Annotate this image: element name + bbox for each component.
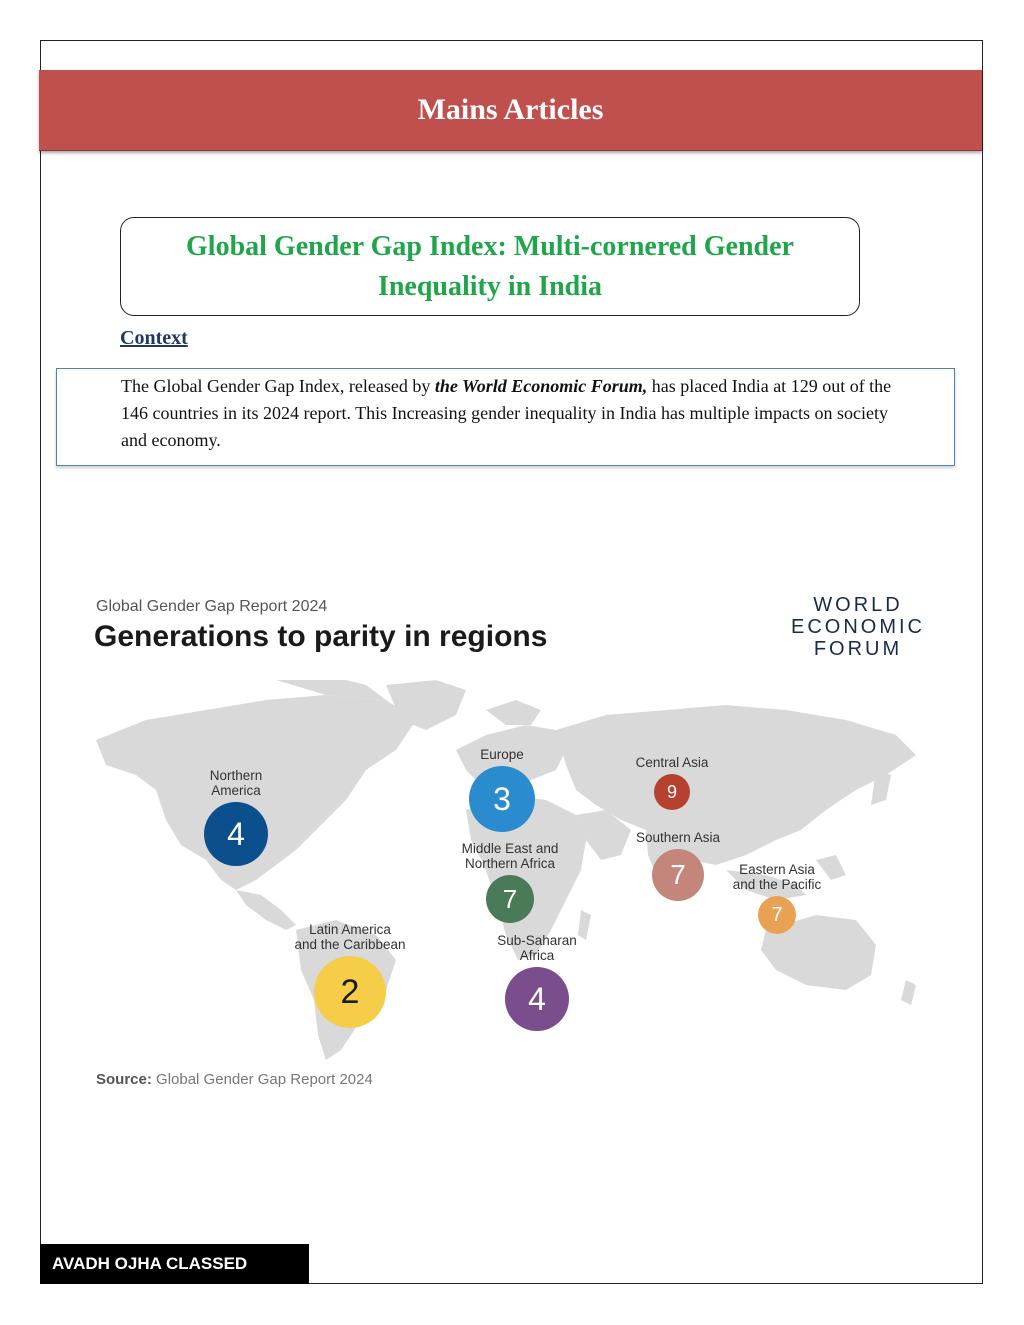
region-label: Europe [480, 747, 524, 762]
article-title-box [120, 217, 860, 316]
region-value-bubble: 7 [486, 875, 534, 923]
infographic-title: Generations to parity in regions [94, 620, 548, 653]
region-label: Southern Asia [635, 830, 721, 845]
article-title: Global Gender Gap Index: Multi-cornered Gender Inequality in India [186, 230, 794, 302]
region-label: Northern America [209, 768, 263, 798]
region-central-asia [622, 755, 722, 810]
region-label: Sub-Saharan Africa [497, 933, 577, 963]
infographic-subtitle: Global Gender Gap Report 2024 [96, 598, 328, 615]
infographic-source [96, 1071, 373, 1088]
region-eastern-asia-pacific [722, 862, 832, 934]
region-latin-america-caribbean [284, 922, 416, 1028]
region-value-bubble: 7 [758, 896, 796, 934]
context-paragraph [121, 373, 914, 454]
region-label: Middle East and Northern Africa [461, 841, 559, 871]
footer-badge-text: AVADH OJHA CLASSED [52, 1254, 248, 1273]
region-value-bubble: 4 [505, 967, 569, 1031]
context-box [56, 368, 955, 466]
region-value-bubble: 9 [654, 774, 690, 810]
region-middle-east-northern-africa [440, 841, 580, 923]
region-value-bubble: 2 [314, 956, 386, 1028]
region-value-bubble: 4 [204, 802, 268, 866]
banner-title: Mains Articles [417, 93, 604, 126]
wef-logo [778, 594, 938, 660]
infographic [56, 560, 968, 1100]
header-banner [39, 70, 982, 151]
region-label: Central Asia [635, 755, 709, 770]
region-label: Eastern Asia and the Pacific [732, 862, 822, 892]
context-emphasis: the World Economic Forum, [434, 376, 648, 396]
region-value-bubble: 7 [652, 849, 704, 901]
region-label: Latin America and the Caribbean [294, 922, 406, 952]
logo-line: WORLD [813, 594, 903, 616]
region-europe [452, 747, 552, 832]
region-value-bubble: 3 [469, 766, 535, 832]
region-southern-asia [620, 830, 736, 901]
source-text: Global Gender Gap Report 2024 [151, 1071, 373, 1088]
logo-line: ECONOMIC [791, 616, 925, 638]
footer-badge [40, 1244, 309, 1284]
context-heading: Context [120, 327, 188, 349]
context-text-part1: The Global Gender Gap Index, released by [121, 376, 435, 396]
region-sub-saharan-africa [482, 933, 592, 1031]
logo-line: FORUM [813, 638, 903, 660]
context-text-part2: has placed India at 129 out of the 146 countries in its 2024 report. This Increasing gender inequality in India has multiple impacts on society and economy. [121, 376, 892, 450]
region-northern-america [186, 768, 286, 866]
source-label: Source: [96, 1071, 152, 1088]
